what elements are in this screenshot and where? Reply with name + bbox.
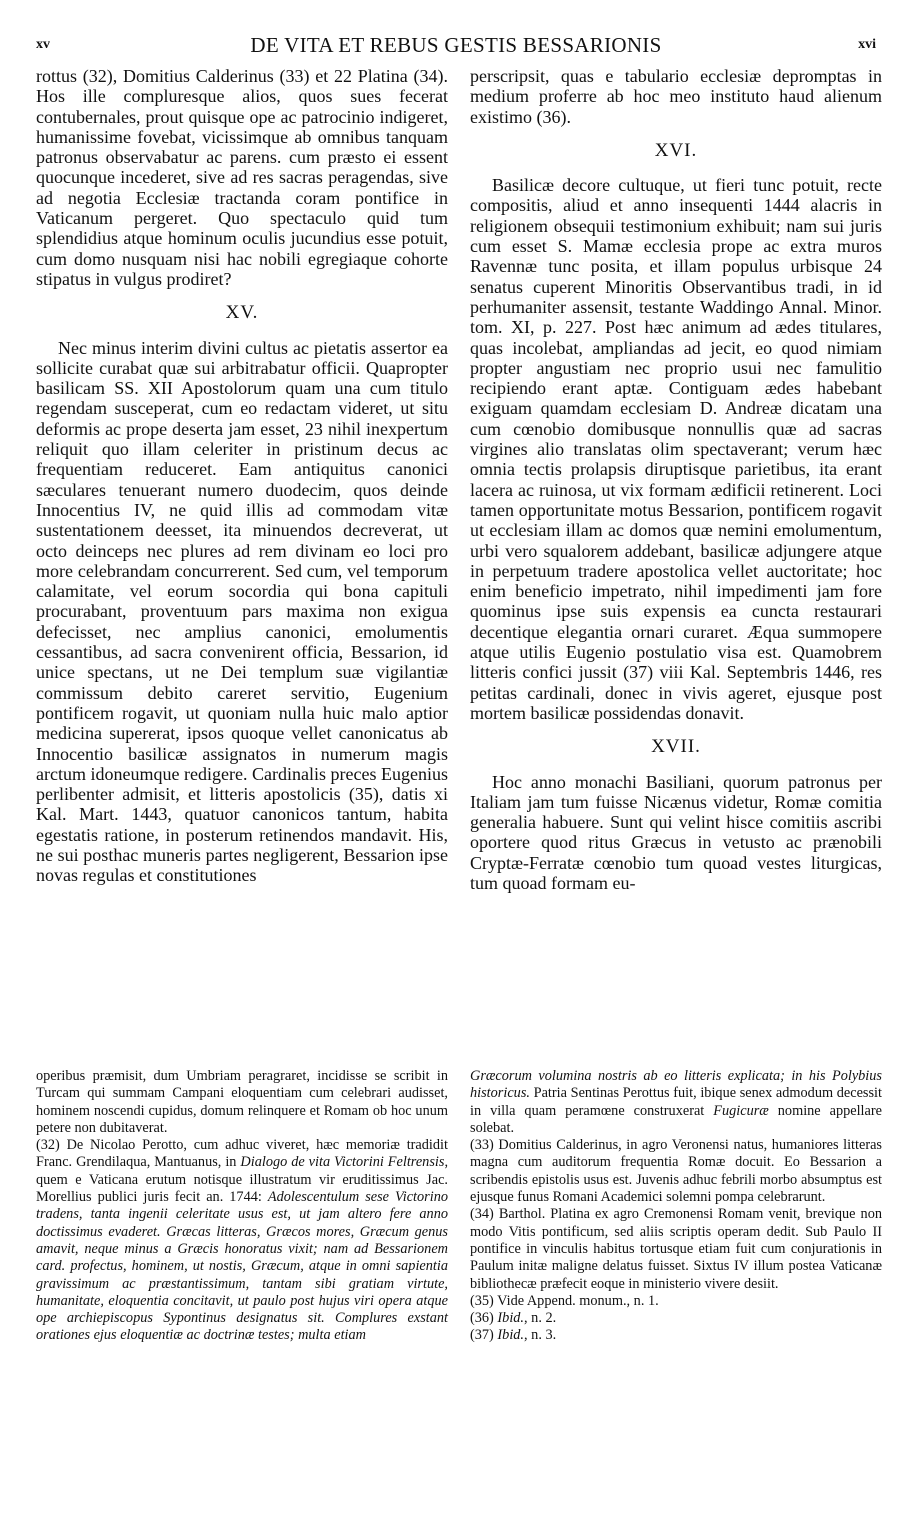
footnote-36 [470,1310,882,1327]
footnote-text: nomine appellare solebat. [470,1102,882,1136]
footnotes-left [36,1068,448,1345]
footnote-continuation: operibus præmisit, dum Umbriam peragraret, incidisse se scribit in Turcam qui summam Campani eloquentiam cum celebrari audisset, hominem noscendi cupidus, domum relinquere et Romam ob hoc unum petere non dubitaverat. [36,1068,448,1136]
page-number-left: xv [36,37,50,52]
page-number-right: xvi [858,37,876,52]
footnote-text: (37) [470,1327,498,1344]
paragraph: Nec minus interim divini cultus ac pietatis assertor ea sollicite curabat quæ sui arbitrabatur officii. Quapropter basilicam SS. XII Apostolorum quam una cum titulo regendam susceperat, cum eo redactam videret, ut situ deformis ac prope deserta jam esset, 23 nihil inexpertum reliquit quo illam celeriter in pristinum decus ac frequentiam reduceret. Eam antiquitus canonici sæculares tenuerant numero duodecim, quos deinde Innocentius IV, ne quid illis ad commodam vitæ sustentationem deesset, ita minuendos decreverat, ut octo deinceps nec plures ad rem divinam eo loci pro more celebrandam concurrerent. Sed cum, vel temporum calamitate, vel eorum socordia qui bona capituli procurabant, proventuum pars maxima non exigua defecisset, nec amplius canonici, emolumentis cessantibus, ad sacra convenirent officia, Bessarion, id unice spectans, ut ne Dei templum suæ vigilantiæ commissum debito careret servitio, Eugenium pontificem rogavit, ut quoniam nulla huic malo aptior medicina supererat, ipsos quoque vellet canonicatus ab Innocentio basilicæ assignatos in numerum magis arctum idoneumque redigere. Cardinalis preces Eugenius perlibenter admisit, et litteris apostolicis (35), datis xi Kal. Mart. 1443, quatuor canonicos tantum, habita egestatis ratione, in posterum retinendos mandavit. His, ne sui posthac muneris partes negligerent, Bessarion ipse novas regulas et constitutiones [36,337,448,886]
footnote-quote: Adolescentulum sese Victorino tradens, tanta ingenii celeritate usus est, ut jam altero fere anno doctissimus evaderet. Græcas litteras, Græcos mores, Græcum genus amavit, neque minus a Græcis honoratus vixit; nam ad Bessarionem card. profectus, hominem, ut nostis, Græcum, atque in omni sapientia gravissimum ac præstantissimum, tantam sibi gratiam virtute, humanitate, eloquentia concitavit, ut paulo post hujus viri opera atque ope archiepiscopus Sypontinus designatus sit. Complures exstant orationes ejus eloquentiæ ac doctrinæ testes; multa etiam [36,1189,448,1344]
footnote-text: Patria Sentinas Perottus fuit, ibique senex admodum decessit in villa quam peramœne construxerat [470,1085,882,1119]
footnote-33: (33) Domitius Calderinus, in agro Veronensi natus, humaniores litteras magna cum auditorum frequentia Romæ docuit. Eo Bessarion a scribendis epistolis usus est. Juvenis adhuc febrili morbo absumptus est ejusque funus Romani Academici solemni pompa celebrarunt. [470,1137,882,1206]
right-column [470,66,882,893]
paragraph: Basilicæ decore cultuque, ut fieri tunc potuit, recte compositis, aliud et anno insequenti 1444 alacris in religionem obsequii testimonium exhibuit; nam sui juris cum esset S. Mamæ ecclesia prope ac extra muros Ravennæ tunc posita, et illam populus urbisque 24 senatus cuperent Minoritis Observantibus tradi, in id perhumaniter assensit, testante Waddingo Annal. Minor. tom. XI, p. 227. Post hæc animum ad ædes titulares, quas incolebat, ampliandas ad jecit, eo quod nimiam propter angustiam nec proprio usui nec famulitio recipiendo erant aptæ. Contiguam ædes habebant exiguam quamdam ecclesiam D. Andreæ dicatam una cum cœnobio domibusque nonnullis quæ ad sacras virgines alio translatas olim spectaverant; verum hæc omnia tectis prolapsis diruptisque parietibus, ita erant lacera ac ruinosa, ut vix formam ædificii retinerent. Loci tamen opportunitate motus Bessarion, pontificem rogavit ut ecclesiam illam ac domos quæ nemini emolumentum, urbi vero squalorem addebant, basilicæ adjungere atque in perpetuum tradere apostolica vellet auctoritate; hoc enim beneficio impetrato, nihil impedimenti jam fore quominus ipse suis expensis ea cuncta restaurari decentique elegantia ornari curaret. Æqua summopere atque utilis Eugenio postulatio visa est. Quamobrem litteris confici jussit (37) viii Kal. Septembris 1446, res petitas cardinali, donec in vivis ageret, ejusque post mortem basilicæ possidendas donavit. [470,175,882,723]
footnote-text: (36) [470,1310,498,1327]
footnote-37 [470,1327,882,1344]
paragraph: perscripsit, quas e tabulario ecclesiæ depromptas in medium proferre ab hoc meo instituto haud alienum existimo (36). [470,66,882,127]
footnote-italic: Dialogo de vita Victorini Feltrensis [240,1154,445,1171]
footnote-35: (35) Vide Append. monum., n. 1. [470,1292,659,1309]
footnotes-right [470,1068,882,1345]
footnote-text: , quem e Vaticana erutum notisque illustratum vir eruditissimus Jac. Morellius publici juris fecit an. 1744: [36,1154,449,1206]
running-title: DE VITA ET REBUS GESTIS BESSARIONIS [250,33,662,57]
footnote-italic: Fugicuræ [713,1102,769,1119]
paragraph: rottus (32), Domitius Calderinus (33) et 22 Platina (34). Hos ille compluresque alios, quos sues fecerat contubernales, prout quisque ope ac patrocinio indigeret, humanissime fovebat, vicissimque ab omnibus tanquam patronus observabatur ac parens. cum præsto ei essent quocunque incederet, sive ad res sacras peragendas, sive ad negotia Ecclesiæ tractanda coram pontifice in Vaticanum pergeret. Quo spectaculo quid tum splendidius atque hominum oculis jucundius esse potuit, cum domo nusquam nisi hac nobili egregiaque cohorte stipatus in vulgus prodiret? [36,66,448,289]
footnote-34: (34) Barthol. Platina ex agro Cremonensi Romam venit, brevique non modo Vitis pontificum, sed aliis scriptis operam dedit. Sub Paulo II pontifice in vinculis habitus tortusque etiam fuit cum conjurationis in Paulum initæ maligne delatus fuisset. Sixtus IV illum postea Vaticanæ bibliothecæ præfecit eoque in ministerio vivere desiit. [470,1206,882,1292]
section-heading-xvi: XVI. [654,139,698,161]
section-heading-xv: XV. [225,302,259,324]
footnote-text: (32) De Nicolao Perotto, cum adhuc viveret, hæc memoriæ tradidit Franc. Grendilaqua, Mantuanus, in [36,1137,448,1171]
footnote-32-cont [470,1068,882,1137]
footnote-italic: Ibid. [497,1327,525,1344]
paragraph: Hoc anno monachi Basiliani, quorum patronus per Italiam jam tum fuisse Nicænus videtur, Romæ comitia generalia habuere. Sunt qui velint hisce comitiis ascribi oportere quod ritus Græcus in vetusto ac prænobili Cryptæ-Ferratæ cœnobio tum quoad vestes liturgicas, tum quoad formam eu- [470,771,882,893]
left-column [36,66,448,886]
footnote-italic: Ibid. [497,1310,525,1327]
section-heading-xvii: XVII. [651,736,701,758]
footnote-text: , n. 2. [524,1310,557,1327]
footnote-quote: Græcorum volumina nostris ab eo litteris explicata; in his Polybius historicus. [470,1068,882,1102]
footnote-32 [36,1137,448,1345]
page-header [36,33,876,63]
footnote-text: , n. 3. [524,1327,557,1344]
